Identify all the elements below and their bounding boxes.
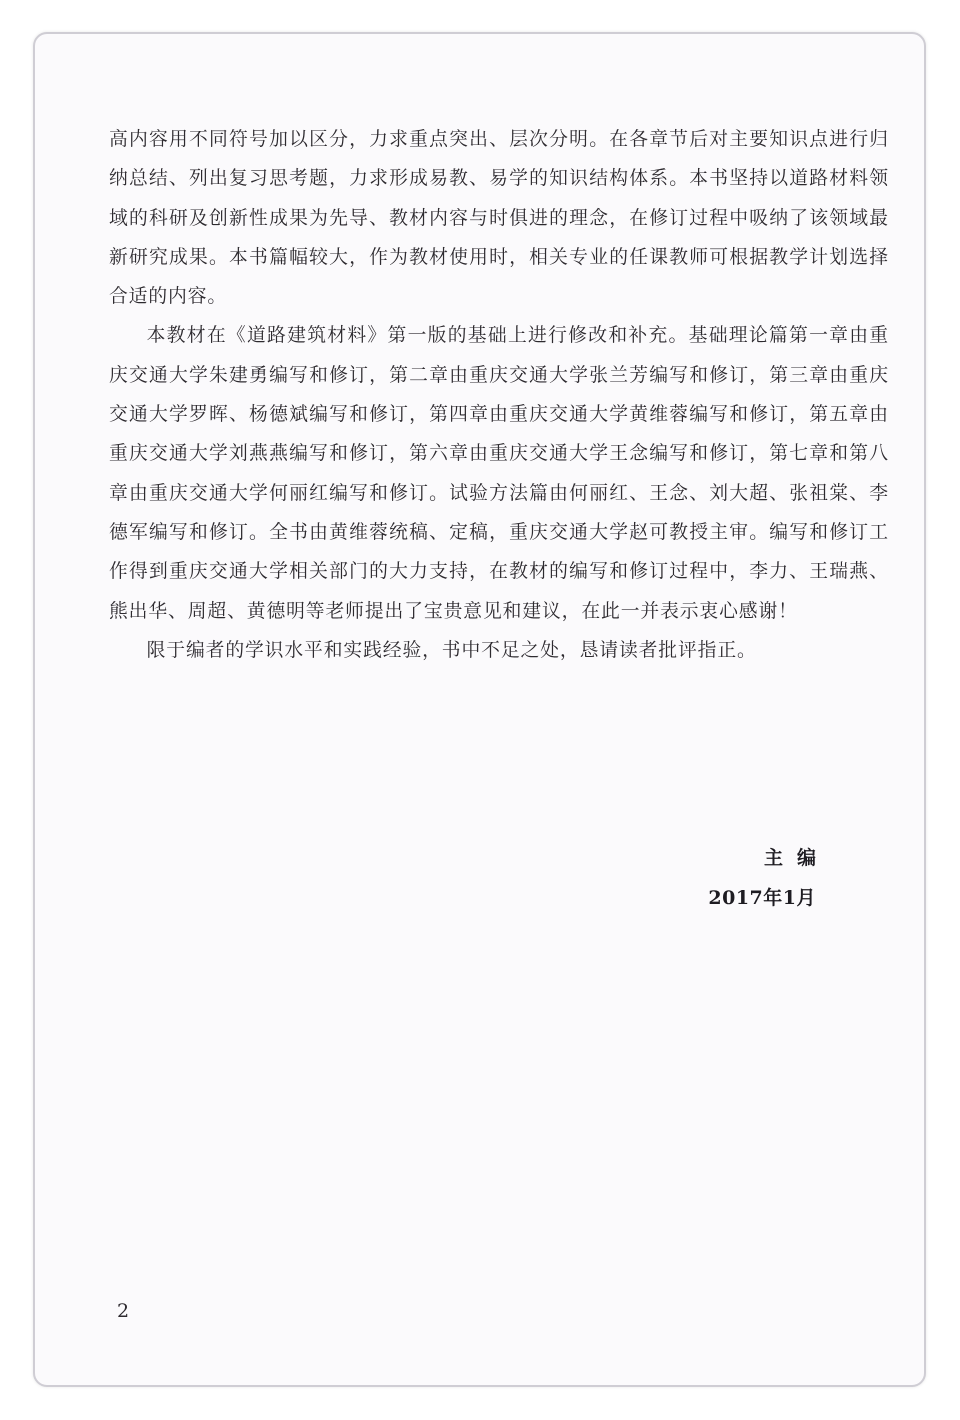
paragraph-closing: 限于编者的学识水平和实践经验，书中不足之处，恳请读者批评指正。 <box>146 639 757 661</box>
paragraph-continuation: 高内容用不同符号加以区分，力求重点突出、层次分明。在各章节后对主要知识点进行归纳总结、列出复习思考题，力求形成易教、易学的知识结构体系。本书坚持以道路材料领域的科研及创新性成果为先导、教材内容与时俱进的理念，在修订过程中吸纳了该领域最新研究成果。本书篇幅较大，作为教材使用时，相关专业的任课教师可根据教学计划选择合适的内容。 <box>109 129 889 308</box>
editor-label: 主编 <box>763 847 830 869</box>
signature-date: 2017年1月 <box>708 887 816 909</box>
body-text <box>109 120 889 670</box>
signature-block <box>708 838 844 918</box>
paragraph-authors: 本教材在《道路建筑材料》第一版的基础上进行修改和补充。基础理论篇第一章由重庆交通大学朱建勇编写和修订，第二章由重庆交通大学张兰芳编写和修订，第三章由重庆交通大学罗晖、杨德斌编写和修订，第四章由重庆交通大学黄维蓉编写和修订，第五章由重庆交通大学刘燕燕编写和修订，第六章由重庆交通大学王念编写和修订，第七章和第八章由重庆交通大学何丽红编写和修订。试验方法篇由何丽红、王念、刘大超、张祖棠、李德军编写和修订。全书由黄维蓉统稿、定稿，重庆交通大学赵可教授主审。编写和修订工作得到重庆交通大学相关部门的大力支持，在教材的编写和修订过程中，李力、王瑞燕、熊出华、周超、黄德明等老师提出了宝贵意见和建议，在此一并表示衷心感谢！ <box>109 325 889 622</box>
page-number: 2 <box>117 1300 130 1322</box>
book-page <box>33 32 926 1387</box>
